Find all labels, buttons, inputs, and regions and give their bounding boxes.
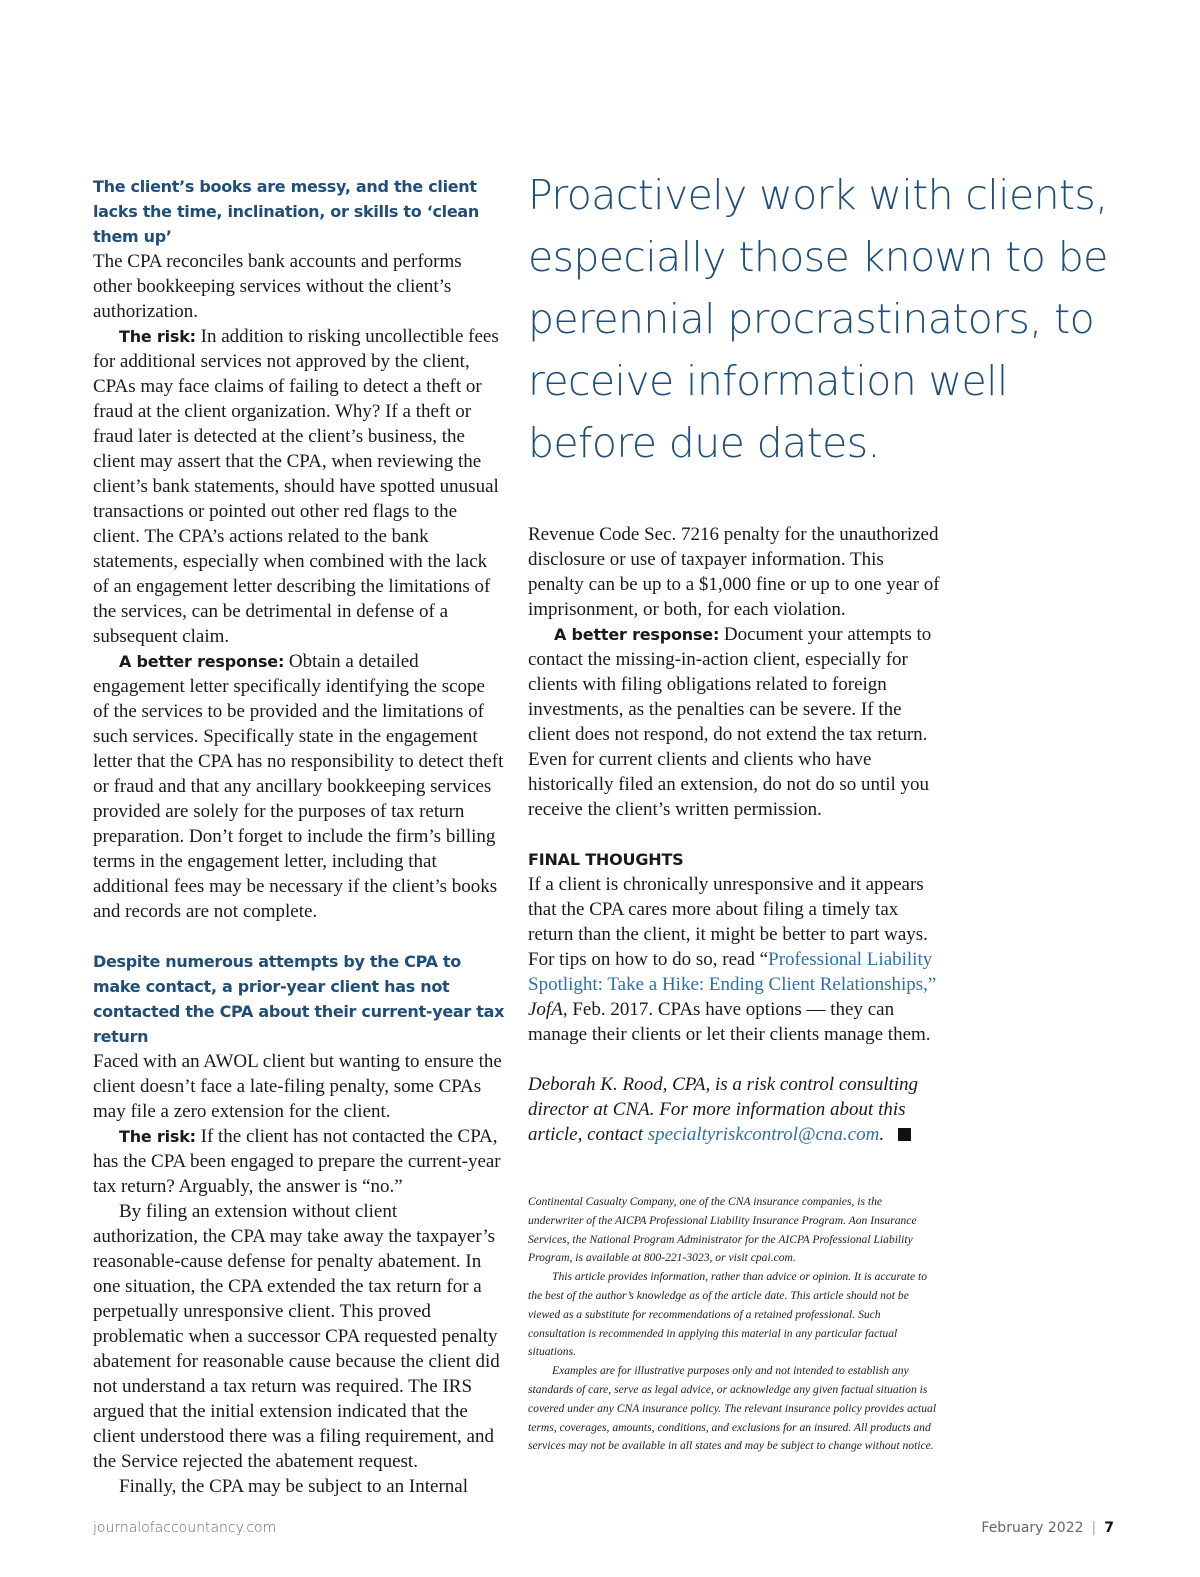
risk-label: The risk: (119, 1127, 196, 1146)
response-label: A better response: (554, 625, 720, 644)
footer-site[interactable]: journalofaccountancy.com (93, 1520, 277, 1536)
bio-end: . (879, 1124, 885, 1145)
section-heading-awol-client: Despite numerous attempts by the CPA to make contact, a prior-year client has not contacted the CPA about their current-year tax return (93, 952, 505, 1046)
response-paragraph (528, 622, 940, 822)
disclaimer (528, 1193, 940, 1456)
response-text: Document your attempts to contact the missing-in-action client, especially for clients with filing obligations related to foreign investments, as the penalties can be severe. If the client does not respond, do not extend the tax return. Even for current clients and clients who have historically filed an extension, do not do so until you receive the client’s written permission. (528, 624, 932, 820)
risk-text: In addition to risking uncollectible fees for additional services not approved by the client, CPAs may face claims of failing to detect a theft or fraud at the client organization. Why? If a theft or fraud later is detected at the client’s business, the client may assert that the CPA, when reviewing the client’s bank statements, should have spotted unusual transactions or pointed out other red flags to the client. The CPA’s actions related to the bank statements, especially when combined with the lack of an engagement letter describing the limitations of the services, can be detrimental in defense of a subsequent claim. (93, 326, 499, 647)
left-column (93, 174, 505, 1499)
final-thoughts-heading: FINAL THOUGHTS (528, 850, 684, 869)
email-link[interactable]: specialtyriskcontrol@cna.com (647, 1124, 880, 1145)
pull-quote: Proactively work with clients, especially those known to be perennial procrastinators, to receive information well before due dates. (528, 171, 1108, 467)
final-thoughts-paragraph (528, 872, 940, 1047)
footer-separator: | (1091, 1520, 1097, 1536)
response-label: A better response: (119, 652, 285, 671)
risk-paragraph (93, 324, 505, 649)
risk-text: If the client has not contacted the CPA, has the CPA been engaged to prepare the current-year tax return? Arguably, the answer is “no.” (93, 1126, 501, 1197)
section-intro: The CPA reconciles bank accounts and performs other bookkeeping services without the client’s authorization. (93, 251, 462, 322)
final-text-end: , Feb. 2017. CPAs have options — they can manage their clients or let their clients manage them. (528, 999, 931, 1045)
body-paragraph: By filing an extension without client authorization, the CPA may take away the taxpayer’s reasonable-cause defense for penalty abatement. In one situation, the CPA extended the tax return for a perpetually unresponsive client. This proved problematic when a successor CPA requested penalty abatement for reasonable cause because the client did not understand a tax return was required. The IRS argued that the initial extension indicated that the client understood there was a filing requirement, and the Service rejected the abatement request. (93, 1201, 500, 1472)
disclaimer-paragraph: Continental Casualty Company, one of the CNA insurance companies, is the underwriter of the AICPA Professional Liability Insurance Program. Aon Insurance Services, the National Program Administrator for the AICPA Professional Liability Program, is available at 800-221-3023, or visit cpai.com. (528, 1195, 917, 1265)
response-paragraph (93, 649, 505, 924)
disclaimer-paragraph: Examples are for illustrative purposes only and not intended to establish any standards of care, serve as legal advice, or acknowledge any given factual situation is covered under any CNA insurance policy. The relevant insurance policy provides actual terms, coverages, amounts, conditions, and exclusions for an insured. All products and services may not be available in all states and may be subject to change without notice. (528, 1364, 937, 1453)
right-column (528, 522, 940, 1147)
risk-paragraph (93, 1124, 505, 1199)
article-link[interactable]: Professional Liability Spotlight: Take a Hike: Ending Client Relationships,” (528, 949, 937, 995)
end-mark-icon (898, 1128, 911, 1141)
risk-label: The risk: (119, 327, 196, 346)
body-paragraph: Finally, the CPA may be subject to an Internal (119, 1476, 468, 1497)
final-text: If a client is chronically unresponsive and it appears that the CPA cares more about filing a timely tax return than the client, it might be better to part ways. For tips on how to do so, read “ (528, 874, 928, 970)
disclaimer-paragraph: This article provides information, rather than advice or opinion. It is accurate to the best of the author’s knowledge as of the article date. This article should not be viewed as a substitute for recommendations of a retained professional. Such consultation is recommended in applying this material in any particular factual situations. (528, 1270, 928, 1359)
response-text: Obtain a detailed engagement letter specifically identifying the scope of the services to be provided and the limitations of such services. Specifically state in the engagement letter that the CPA has no responsibility to detect theft or fraud and that any ancillary bookkeeping services provided are solely for the purposes of tax return preparation. Don’t forget to include the firm’s billing terms in the engagement letter, including that additional fees may be necessary if the client’s books and records are not complete. (93, 651, 504, 922)
continuation-paragraph: Revenue Code Sec. 7216 penalty for the unauthorized disclosure or use of taxpayer information. This penalty can be up to a $1,000 fine or up to one year of imprisonment, or both, for each violation. (528, 524, 940, 620)
page-number: 7 (1104, 1520, 1114, 1536)
footer-page-info (981, 1520, 1114, 1536)
footer-date: February 2022 (981, 1520, 1084, 1536)
bio-text: Deborah K. Rood, CPA, is a risk control consulting director at CNA. For more information about this article, contact (528, 1074, 919, 1145)
journal-name: JofA (528, 999, 563, 1020)
section-intro: Faced with an AWOL client but wanting to ensure the client doesn’t face a late-filing penalty, some CPAs may file a zero extension for the client. (93, 1051, 502, 1122)
section-heading-messy-books: The client’s books are messy, and the client lacks the time, inclination, or skills to ‘clean them up’ (93, 177, 480, 246)
author-bio (528, 1072, 940, 1147)
